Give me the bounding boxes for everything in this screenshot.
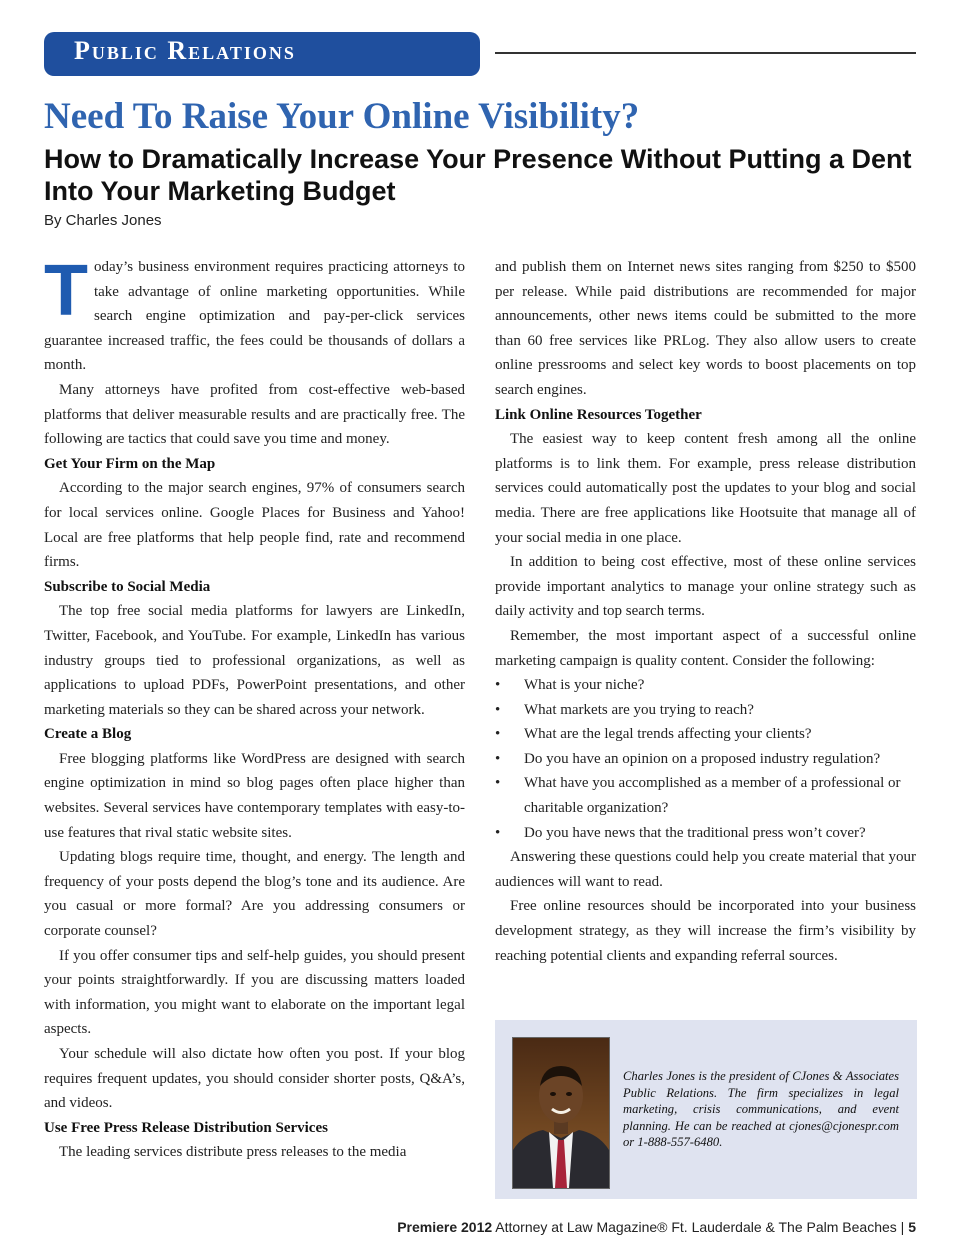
drop-cap: T [44,251,88,331]
paragraph: Updating blogs require time, thought, and energy. The length and frequency of your posts depend the blog’s tone and its audience. Are you casual or more formal? Are you addressing consumers or corporate counsel? [44,849,465,940]
page-footer [397,1219,916,1235]
byline: By Charles Jones [44,212,162,229]
author-bio-box [495,1020,917,1199]
paragraph: Free blogging platforms like WordPress are designed with search engine optimization in mind so blog pages often place higher than websites. Several services have contemporary templates with easy-to-use features that rival static website sites. [44,750,465,841]
page-number: 5 [908,1219,916,1235]
question-list [495,673,916,845]
paragraph: According to the major search engines, 97% of consumers search for local services online. Google Places for Business and Yahoo! Local are free platforms that help people find, rate and recommend firms. [44,480,465,571]
right-column [495,255,916,968]
headline: Need To Raise Your Online Visibility? [44,96,640,137]
list-item: • Do you have news that the traditional press won’t cover? [495,821,916,846]
paragraph: Your schedule will also dictate how often you post. If your blog requires frequent updates, you should consider shorter posts, Q&A’s, and videos. [44,1046,465,1112]
paragraph: and publish them on Internet news sites ranging from $250 to $500 per release. While paid distributions are recommended for major announcements, other news items could be submitted to the more than 60 free services like PRLog. They also allow users to create online pressrooms and select key words to boost placements on top search engines. [495,259,916,398]
subhead: How to Dramatically Increase Your Presence Without Putting a Dent Into Your Marketing Budget [44,144,912,206]
list-item: • Do you have an opinion on a proposed industry regulation? [495,747,916,772]
section-heading: Get Your Firm on the Map [44,455,216,472]
section-heading: Use Free Press Release Distribution Services [44,1119,328,1136]
paragraph: Many attorneys have profited from cost-effective web-based platforms that deliver measurable results and are practically free. The following are tactics that could save you time and money. [44,381,465,448]
paragraph: Answering these questions could help you create material that your audiences will want to read. [495,849,916,890]
banner-divider [495,52,916,54]
paragraph: In addition to being cost effective, most of these online services provide important analytics to manage your online strategy such as daily activity and top search terms. [495,554,916,620]
intro-paragraph [44,251,465,378]
intro-text: oday’s business environment requires practicing attorneys to take advantage of online marketing opportunities. While search engine optimization and pay-per-click services guarantee increased traffic, the fees could be thousands of dollars a month. [44,259,465,374]
paragraph: The leading services distribute press releases to the media [59,1144,407,1161]
section-banner: Public Relations [44,32,480,76]
section-heading: Create a Blog [44,726,132,743]
paragraph: The easiest way to keep content fresh among all the online platforms is to link them. For example, press release distribution services could automatically post the updates to your blog and social media. There are free applications like Hootsuite that manage all of your social media in one place. [495,431,916,546]
author-portrait [512,1037,610,1189]
paragraph: Free online resources should be incorporated into your business development strategy, as they will increase the firm’s visibility by reaching potential clients and expanding referral sources. [495,898,916,964]
left-column [44,251,465,1165]
paragraph: If you offer consumer tips and self-help guides, you should present your points straightforwardly. If you are discussing matters loaded with information, you might want to elaborate on the important legal aspects. [44,947,465,1038]
section-heading: Subscribe to Social Media [44,578,211,595]
list-item: • What have you accomplished as a member of a professional or charitable organization? [495,771,916,820]
paragraph: The top free social media platforms for lawyers are LinkedIn, Twitter, Facebook, and YouTube. For example, LinkedIn has various industry groups tied to professional organizations, as well as applications to upload PDFs, PowerPoint presentations, and other marketing materials so they can be shared across your network. [44,603,465,718]
paragraph: Remember, the most important aspect of a successful online marketing campaign is quality content. Consider the following: [495,627,916,669]
footer-publication: Attorney at Law Magazine® Ft. Lauderdale & The Palm Beaches | [495,1219,905,1235]
list-item: • What is your niche? [495,673,916,698]
author-bio: Charles Jones is the president of CJones & Associates Public Relations. The firm specializes in legal marketing, crisis communications, and event planning. He can be reached at cjones@cjonespr.com or 1-888-557-6480. [623,1069,899,1149]
footer-issue: Premiere 2012 [397,1219,493,1235]
section-heading: Link Online Resources Together [495,406,702,423]
list-item: • What are the legal trends affecting your clients? [495,722,916,747]
list-item: • What markets are you trying to reach? [495,698,916,723]
